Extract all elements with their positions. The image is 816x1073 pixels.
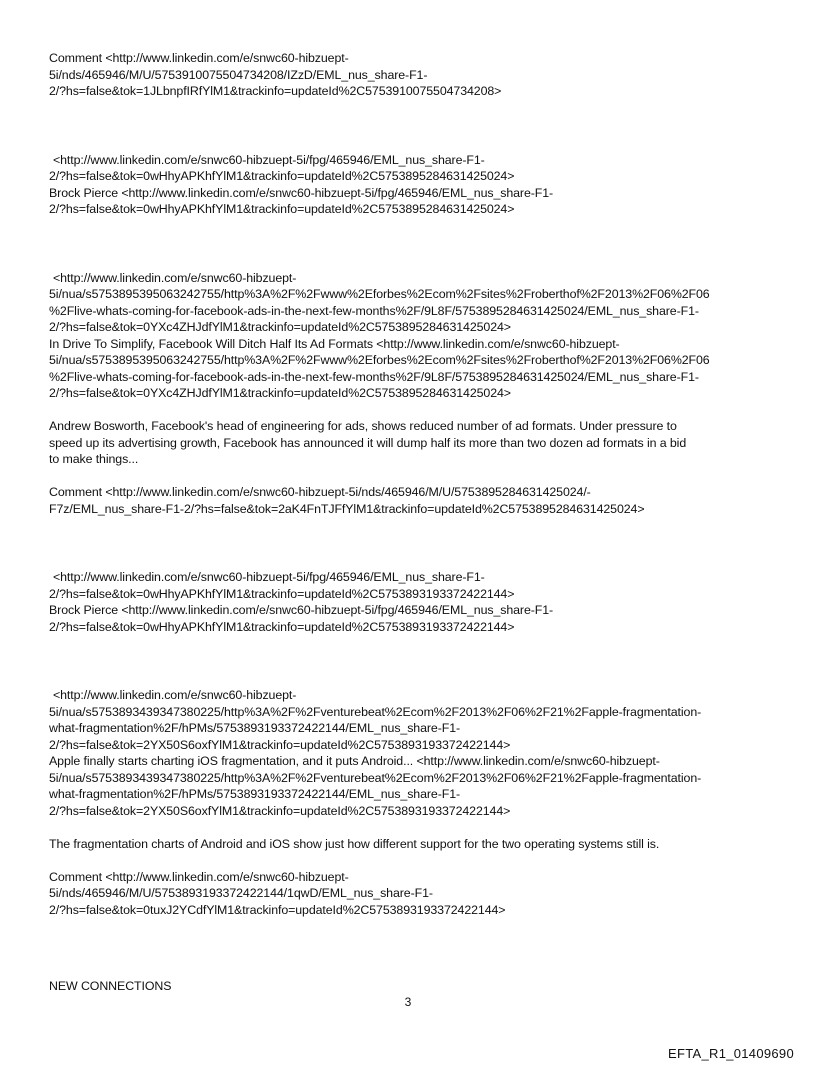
text-line: 2/?hs=false&tok=0wHhyAPKhfYlM1&trackinfo=updateId%2C5753893193372422144> (49, 619, 515, 634)
text-line: what-fragmentation%2F/hPMs/5753893193372422144/EML_nus_share-F1- (49, 721, 461, 735)
text-line: %2Flive-whats-coming-for-facebook-ads-in-the-next-few-months%2F/9L8F/5753895284631425024/EML_nus_share-F1- (49, 303, 699, 318)
text-line: NEW CONNECTIONS (49, 979, 172, 993)
text-line: Andrew Bosworth, Facebook's head of engineering for ads, shows reduced number of ad formats. Under pressure to (49, 419, 677, 433)
comment-link-block (49, 869, 779, 919)
text-line: <http://www.linkedin.com/e/snwc60-hibzuept- (53, 270, 297, 285)
text-line: 2/?hs=false&tok=0YXc4ZHJdfYlM1&trackinfo=updateId%2C5753895284631425024> (49, 320, 511, 334)
article-link-block (49, 687, 779, 704)
text-line: The fragmentation charts of Android and iOS show just how different support for the two operating systems still is. (49, 836, 660, 851)
text-line: 2/?hs=false&tok=0YXc4ZHJdfYlM1&trackinfo=updateId%2C5753895284631425024> (49, 386, 511, 400)
article-link-block-cont (49, 286, 779, 402)
text-line: 2/?hs=false&tok=2YX50S6oxfYlM1&trackinfo=updateId%2C5753893193372422144> (49, 803, 511, 818)
profile-link-block-cont (49, 168, 779, 218)
text-line: Brock Pierce <http://www.linkedin.com/e/snwc60-hibzuept-5i/fpg/465946/EML_nus_share-F1- (49, 185, 554, 200)
text-line: <http://www.linkedin.com/e/snwc60-hibzuept-5i/fpg/465946/EML_nus_share-F1- (53, 570, 485, 584)
comment-link-block (49, 484, 779, 517)
text-line: speed up its advertising growth, Facebook has announced it will dump half its more than two dozen ad formats in a bid (49, 435, 687, 450)
text-line: 2/?hs=false&tok=0tuxJ2YCdfYlM1&trackinfo=updateId%2C5753893193372422144> (49, 902, 506, 917)
text-line: Apple finally starts charting iOS fragmentation, and it puts Android... <http://www.linkedin.com/e/snwc60-hibzuept- (49, 754, 660, 768)
text-line: F7z/EML_nus_share-F1-2/?hs=false&tok=2aK4FnTJFfYlM1&trackinfo=updateId%2C5753895284631425024> (49, 501, 645, 516)
text-line: 2/?hs=false&tok=0wHhyAPKhfYlM1&trackinfo=updateId%2C5753895284631425024> (49, 202, 515, 216)
text-line: 5i/nua/s5753895395063242755/http%3A%2F%2Fwww%2Eforbes%2Ecom%2Fsites%2Froberthof%2F2013%2F06%2F06 (49, 287, 710, 301)
article-link-block (49, 270, 779, 287)
section-heading (49, 978, 779, 995)
profile-link-block-cont (49, 586, 779, 636)
text-line: 2/?hs=false&tok=0wHhyAPKhfYlM1&trackinfo=updateId%2C5753893193372422144> (49, 586, 515, 601)
text-line: <http://www.linkedin.com/e/snwc60-hibzuept- (53, 688, 297, 702)
page-number: 3 (404, 995, 412, 1009)
text-line: In Drive To Simplify, Facebook Will Ditch Half Its Ad Formats <http://www.linkedin.com/e/snwc60-hibzuept- (49, 336, 620, 351)
article-summary (49, 418, 779, 468)
text-line: %2Flive-whats-coming-for-facebook-ads-in-the-next-few-months%2F/9L8F/5753895284631425024/EML_nus_share-F1- (49, 369, 699, 384)
text-line: 5i/nds/465946/M/U/5753893193372422144/1qwD/EML_nus_share-F1- (49, 886, 433, 900)
text-line: 2/?hs=false&tok=2YX50S6oxfYlM1&trackinfo=updateId%2C5753893193372422144> (49, 737, 511, 752)
text-line: Comment <http://www.linkedin.com/e/snwc60-hibzuept- (49, 869, 349, 884)
profile-link-block (49, 569, 779, 586)
text-line: 5i/nua/s5753895395063242755/http%3A%2F%2Fwww%2Eforbes%2Ecom%2Fsites%2Froberthof%2F2013%2F06%2F06 (49, 353, 710, 367)
text-line: 5i/nua/s5753893439347380225/http%3A%2F%2Fventurebeat%2Ecom%2F2013%2F06%2F21%2Fapple-fragmentation- (49, 770, 702, 785)
text-line: Brock Pierce <http://www.linkedin.com/e/snwc60-hibzuept-5i/fpg/465946/EML_nus_share-F1- (49, 603, 554, 617)
text-line: Comment <http://www.linkedin.com/e/snwc60-hibzuept-5i/nds/465946/M/U/5753895284631425024/- (49, 485, 591, 499)
text-line: what-fragmentation%2F/hPMs/5753893193372422144/EML_nus_share-F1- (49, 787, 461, 801)
text-line: <http://www.linkedin.com/e/snwc60-hibzuept-5i/fpg/465946/EML_nus_share-F1- (53, 152, 485, 167)
profile-link-block (49, 152, 779, 169)
comment-link-block (49, 50, 779, 100)
text-line: 2/?hs=false&tok=0wHhyAPKhfYlM1&trackinfo=updateId%2C5753895284631425024> (49, 169, 515, 183)
article-link-block-cont (49, 704, 779, 820)
text-line: 5i/nua/s5753893439347380225/http%3A%2F%2Fventurebeat%2Ecom%2F2013%2F06%2F21%2Fapple-fragmentation- (49, 704, 702, 719)
text-line: 2/?hs=false&tok=1JLbnpfIRfYlM1&trackinfo=updateId%2C5753910075504734208> (49, 84, 502, 98)
article-summary (49, 836, 779, 853)
bates-number: EFTA_R1_01409690 (668, 1046, 794, 1061)
text-line: to make things... (49, 452, 139, 466)
document-body (49, 50, 779, 995)
text-line: 5i/nds/465946/M/U/5753910075504734208/IZzD/EML_nus_share-F1- (49, 67, 428, 82)
text-line: Comment <http://www.linkedin.com/e/snwc60-hibzuept- (49, 51, 349, 65)
